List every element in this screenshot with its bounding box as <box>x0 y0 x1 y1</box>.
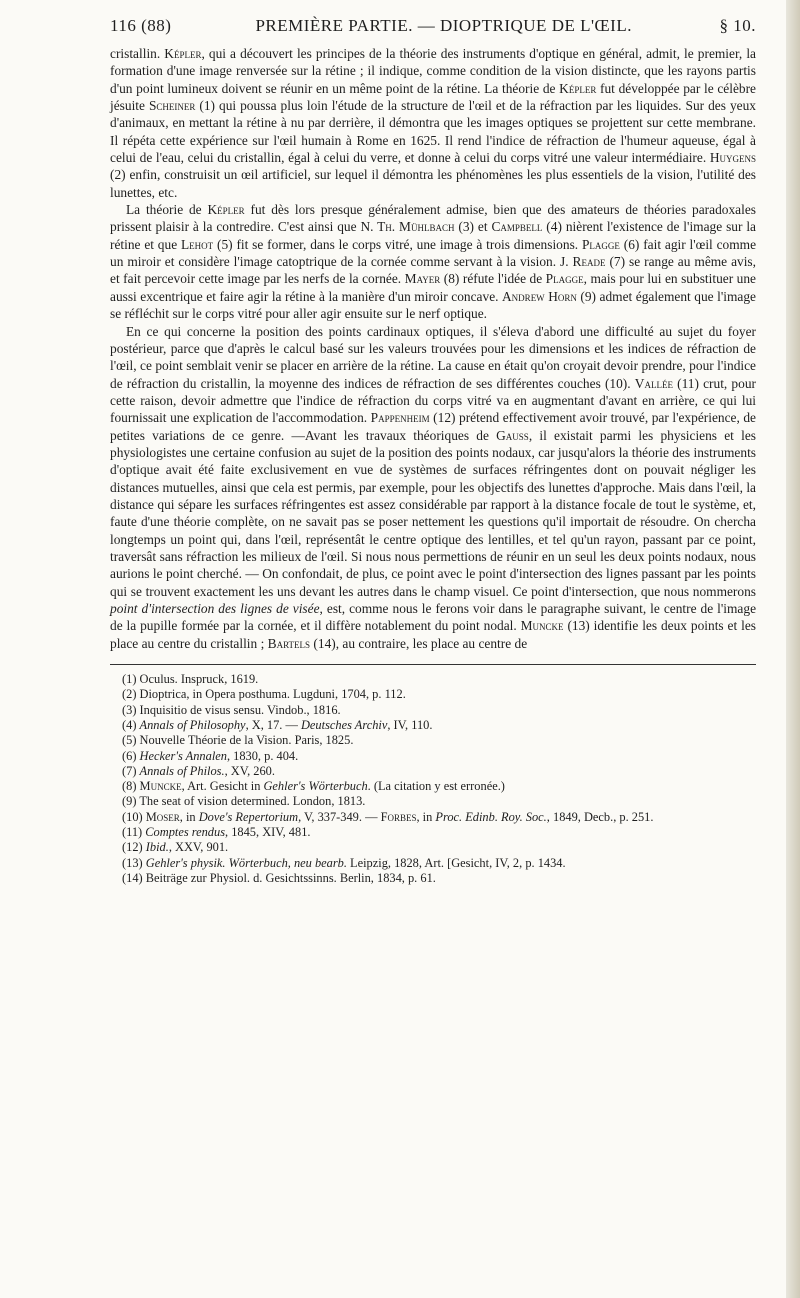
text-run: (8) réfute l'idée de <box>440 271 546 287</box>
footnote <box>110 749 756 764</box>
text-run: (4) nièrent l'existence de l'image sur la rétine et que <box>110 219 756 252</box>
italic-text: Ibid. <box>145 840 169 855</box>
text-run: , in <box>179 809 199 824</box>
text-run: (5) Nouvelle Théorie de la Vision. Paris, 1825. <box>122 733 354 748</box>
footnote <box>110 779 756 794</box>
author-name: Andrew Horn <box>502 288 577 304</box>
footnote <box>110 856 756 871</box>
text-run: (1) qui poussa plus loin l'étude de la structure de l'œil et de la réfraction par les liquides. Sur des yeux d'animaux, en mettant la rétine à nu par derrière, il démontra que les images optiques se projettent sur cette membrane. Il répéta cette expérience sur l'œil humain à Rome en 1625. Il rend l'indice de réfraction de l'humeur aqueuse, égal à celui de l'eau, celui du cristallin, égal à celui du verre, et donne à celui du corps vitré une valeur intermédiaire. <box>110 98 756 166</box>
author-name: Muncke <box>520 618 564 634</box>
author-name: Campbell <box>491 219 543 235</box>
text-run: fut développée par le célèbre jésuite <box>110 80 756 114</box>
text-run: , V, 337-349. — <box>298 809 381 824</box>
text-run: (6) <box>122 748 140 763</box>
text-run: Leipzig, 1828, Art. [Gesicht, IV, 2, p. 1434. <box>346 855 566 870</box>
text-run: , 1830, p. 404. <box>226 748 299 763</box>
text-run: (7) <box>122 763 140 778</box>
text-run: (7) se range au même avis, et fait percevoir cette image par les nerfs de la cornée. <box>110 254 756 287</box>
author-name: Pappenheim <box>370 410 430 426</box>
text-run: (6) fait agir l'œil comme un miroir et considère l'image catoptrique de la cornée comme servant à la vision. <box>110 236 757 270</box>
text-run: (11) crut, pour cette raison, devoir admettre que l'indice de réfraction du corps vitré va en augmentant d'avant en arrière, ce qui lui fournissait une explication de l'accommodation. <box>110 375 756 426</box>
page-edge-shadow <box>786 0 800 1298</box>
footnote-divider <box>110 664 756 665</box>
text-run: , XXV, 901. <box>168 840 229 855</box>
running-header <box>110 16 756 36</box>
footnote <box>110 672 756 687</box>
author-name: Forbes <box>380 809 417 824</box>
text-run: (4) <box>122 717 140 732</box>
text-run: (13) identifie les deux points et les place au centre du cristallin ; <box>110 618 756 651</box>
author-name: Vallée <box>634 375 673 391</box>
author-name: Képler <box>559 80 597 96</box>
text-run: (11) <box>122 825 146 839</box>
text-run: , qui a découvert les principes de la théorie des instruments d'optique en général, admit, le premier, la formation d'une image renversée sur la rétine ; il indique, comme condition de la vision distincte, que les rayons partis d'un point lumineux doivent se réunir en un même point de la rétine. La théorie de <box>110 46 756 96</box>
footnote <box>110 840 756 855</box>
footnote <box>110 794 756 809</box>
paragraph <box>110 323 756 653</box>
text-run: , est, comme nous le ferons voir dans le paragraphe suivant, le centre de l'image de la pupille formée par la cornée, et il diffère notablement du point nodal. <box>110 601 757 634</box>
text-run: , mais pour lui en substituer une aussi excentrique et faire agir la rétine à la manière d'un miroir concave. <box>110 271 756 304</box>
page-number: 116 (88) <box>110 16 172 35</box>
footnote <box>110 703 756 718</box>
italic-text: Gehler's Wörterbuch <box>263 779 368 794</box>
author-name: Plagge <box>581 236 620 252</box>
text-run: (14) Beiträge zur Physiol. d. Gesichtssinns. Berlin, 1834, p. 61. <box>122 870 436 885</box>
footnote <box>110 825 756 840</box>
author-name: Gauss <box>496 427 529 443</box>
author-name: Lehot <box>180 236 214 252</box>
text-run: En ce qui concerne la position des points cardinaux optiques, il s'éleva d'abord une difficulté au sujet du foyer postérieur, parce que d'après le calcul basé sur les valeurs trouvées pour les dimensions et les indices de réfraction de l'œil, ce point semblait venir se placer en arrière de la rétine. La cause en était qu'on croyait devoir prendre, pour l'indice de réfraction du cristallin, la moyenne des indices de réfraction de ses différentes couches (10). <box>110 323 756 391</box>
italic-text: Gehler's physik. Wörterbuch, neu bearb. <box>145 855 347 870</box>
author-name: Mayer <box>404 271 441 287</box>
italic-text: Proc. Edinb. Roy. Soc. <box>435 809 547 824</box>
text-run: , 1849, Decb., p. 251. <box>546 809 654 824</box>
text-run: (9) admet également que l'image se réfléchit sur le corps vitré pour aller agir ensuite sur le nerf optique. <box>110 288 756 322</box>
running-title: PREMIÈRE PARTIE. — DIOPTRIQUE DE L'ŒIL. <box>255 16 632 35</box>
text-run: , 1845, XIV, 481. <box>225 825 311 839</box>
text-run: , IV, 110. <box>387 717 433 732</box>
text-run: , X, 17. — <box>245 717 301 732</box>
text-run: (8) <box>122 779 140 794</box>
text-run: (2) enfin, construisit un œil artificiel, sur lequel il démontra les phénomènes les plus essentiels de la vision, l'utilité des lunettes, etc. <box>110 167 756 200</box>
italic-text: Annals of Philos. <box>139 763 225 778</box>
author-name: Huygens <box>709 150 756 166</box>
main-text <box>110 45 756 652</box>
section-number: § 10. <box>719 16 756 35</box>
text-run: (10) <box>122 809 146 824</box>
text-run: (9) The seat of vision determined. London, 1813. <box>122 794 366 809</box>
author-name: J. Reade <box>560 254 606 270</box>
italic-text: Hecker's Annalen <box>139 748 227 763</box>
text-run: , in <box>416 809 436 824</box>
footnote <box>110 764 756 779</box>
text-run: (3) Inquisitio de visus sensu. Vindob., 1816. <box>122 702 341 717</box>
paragraph <box>110 45 756 201</box>
text-run: (1) Oculus. Inspruck, 1619. <box>122 672 259 687</box>
author-name: Muncke <box>139 779 182 794</box>
author-name: Képler <box>164 46 202 61</box>
italic-text: Comptes rendus <box>145 825 226 839</box>
text-run: (14), au contraire, les place au centre de <box>310 635 528 651</box>
italic-text: Annals of Philosophy <box>139 717 246 732</box>
footnotes <box>110 672 756 886</box>
italic-text: Deutsches Archiv <box>300 717 388 732</box>
footnote <box>110 733 756 748</box>
text-run: fut dès lors presque généralement admise, bien que des amateurs de théories paradoxales prissent plaisir à la contredire. C'est ainsi que <box>110 202 756 235</box>
text-run: (12) <box>122 840 146 855</box>
text-run: La théorie de <box>126 202 208 218</box>
text-run: cristallin. <box>110 46 165 61</box>
author-name: Képler <box>207 202 245 218</box>
italic-text: point d'intersection des lignes de visée <box>110 601 320 616</box>
footnote <box>110 871 756 886</box>
italic-text: Dove's Repertorium <box>198 809 299 824</box>
footnote <box>110 687 756 702</box>
text-run: , il existait parmi les physiciens et les physiologistes une certaine confusion au sujet de la position des points nodaux, car jusqu'alors la théorie des instruments d'optique avait été faite exclusivement en vue de systèmes de surfaces réfringentes dont on pouvait négliger les distances mutuelles, ainsi que cela est permis, par exemple, pour les objectifs des lunettes d'approche. Mais dans l'œil, la distance qui sépare les surfaces réfringentes est assez considérable par rapport à la distance focale de tout le système, et, faute d'une théorie complète, on ne savait pas se poser nettement les questions qu'il importait de résoudre. On chercha longtemps un point qui, dans l'œil, représentât le centre optique des lentilles, et tel qu'un rayon, passant par ce point, traversât sans réfraction les milieux de l'œil. Si nous nous permettions de réunir en un seul les deux points nodaux, nous aurions le point cherché. — On confondait, de plus, ce point avec le point d'intersection des lignes passant par les points qui se trouvent exactement les uns devant les autres dans le champ visuel. Ce point d'intersection, que nous nommerons <box>110 427 756 599</box>
footnote <box>110 810 756 825</box>
text-run: (2) Dioptrica, in Opera posthuma. Lugduni, 1704, p. 112. <box>122 687 406 702</box>
text-run: , XV, 260. <box>224 763 275 778</box>
author-name: Plagge <box>545 271 584 287</box>
author-name: Moser <box>145 809 180 824</box>
text-run: . (La citation y est erronée.) <box>367 779 505 794</box>
text-run: (13) <box>122 855 146 870</box>
author-name: Scheiner <box>148 98 196 114</box>
footnote <box>110 718 756 733</box>
author-name: Bartels <box>267 635 311 651</box>
paragraph <box>110 201 756 322</box>
text-run: (3) et <box>454 219 492 235</box>
author-name: N. Th. Mühlbach <box>360 219 455 235</box>
text-run: (12) prétend effectivement avoir trouvé, par l'expérience, de petites variations de ce genre. —Avant les travaux théoriques de <box>110 410 756 443</box>
text-run: , Art. Gesicht in <box>181 779 264 794</box>
text-run: (5) fit se former, dans le corps vitré, une image à trois dimensions. <box>213 236 582 252</box>
